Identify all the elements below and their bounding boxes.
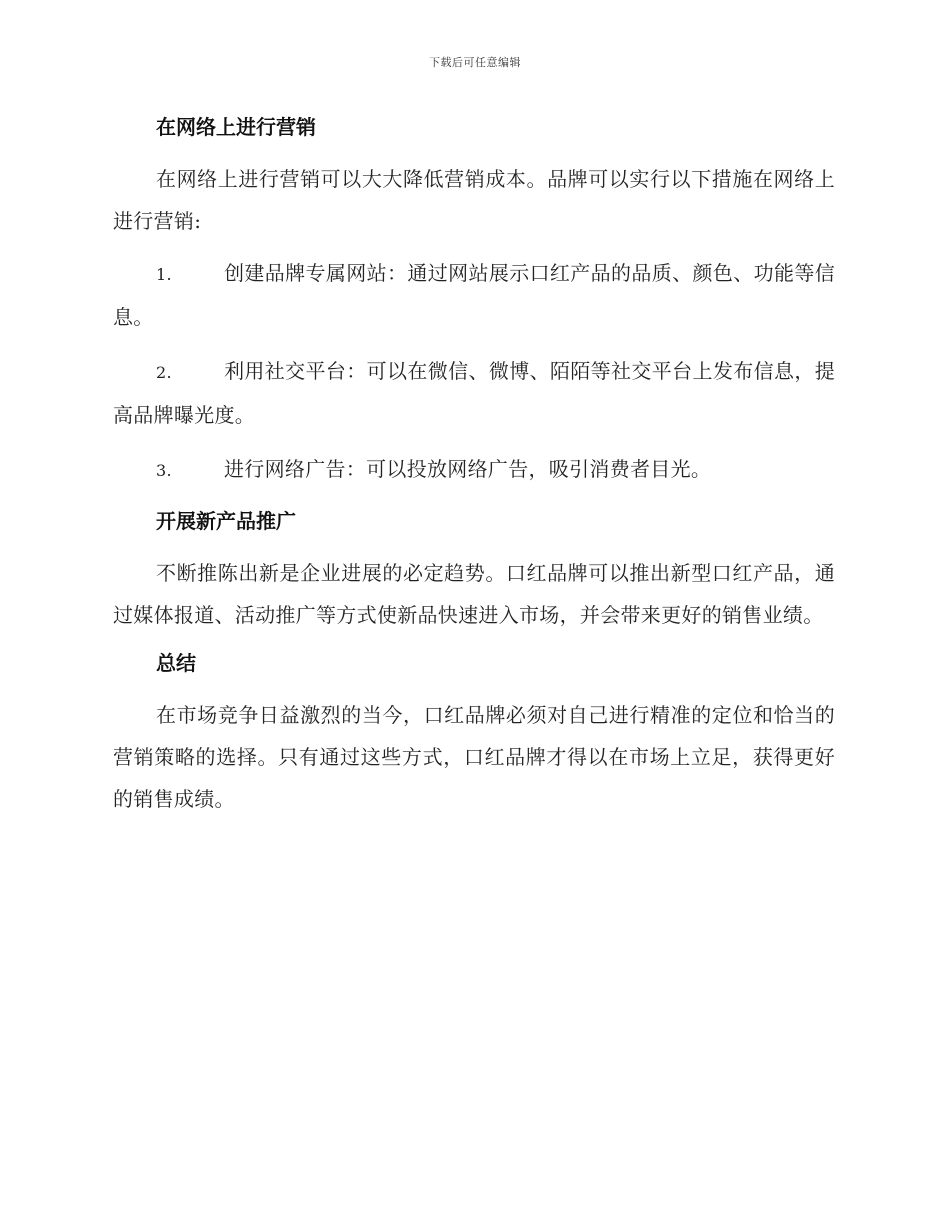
section-heading-online-marketing: 在网络上进行营销 xyxy=(156,115,316,139)
section-body-summary: 在市场竞争日益激烈的当今，口红品牌必须对自己进行精准的定位和恰当的营销策略的选择。只有通过这些方式，口红品牌才得以在市场上立足，获得更好的销售成绩。 xyxy=(113,703,835,811)
list-item-text: 创建品牌专属网站：通过网站展示口红产品的品质、颜色、功能等信息。 xyxy=(113,261,835,329)
list-item-number: 2. xyxy=(156,363,172,382)
section-body-new-product: 不断推陈出新是企业进展的必定趋势。口红品牌可以推出新型口红产品，通过媒体报道、活动推广等方式使新品快速进入市场，并会带来更好的销售业绩。 xyxy=(113,561,835,627)
list-item-number: 3. xyxy=(156,461,172,480)
list-item xyxy=(113,350,835,436)
section-intro-online-marketing: 在网络上进行营销可以大大降低营销成本。品牌可以实行以下措施在网络上进行营销: xyxy=(113,167,835,233)
list-item-text: 利用社交平台：可以在微信、微博、陌陌等社交平台上发布信息，提高品牌曝光度。 xyxy=(113,359,835,427)
header-note: 下载后可任意编辑 xyxy=(429,56,521,69)
list-item-text: 进行网络广告：可以投放网络广告，吸引消费者目光。 xyxy=(224,457,712,481)
section-heading-summary: 总结 xyxy=(156,651,196,675)
section-heading-new-product: 开展新产品推广 xyxy=(156,509,296,533)
list-item-number: 1. xyxy=(156,265,172,284)
list-item xyxy=(113,252,835,338)
list-item xyxy=(113,448,835,492)
document-body xyxy=(113,110,835,830)
